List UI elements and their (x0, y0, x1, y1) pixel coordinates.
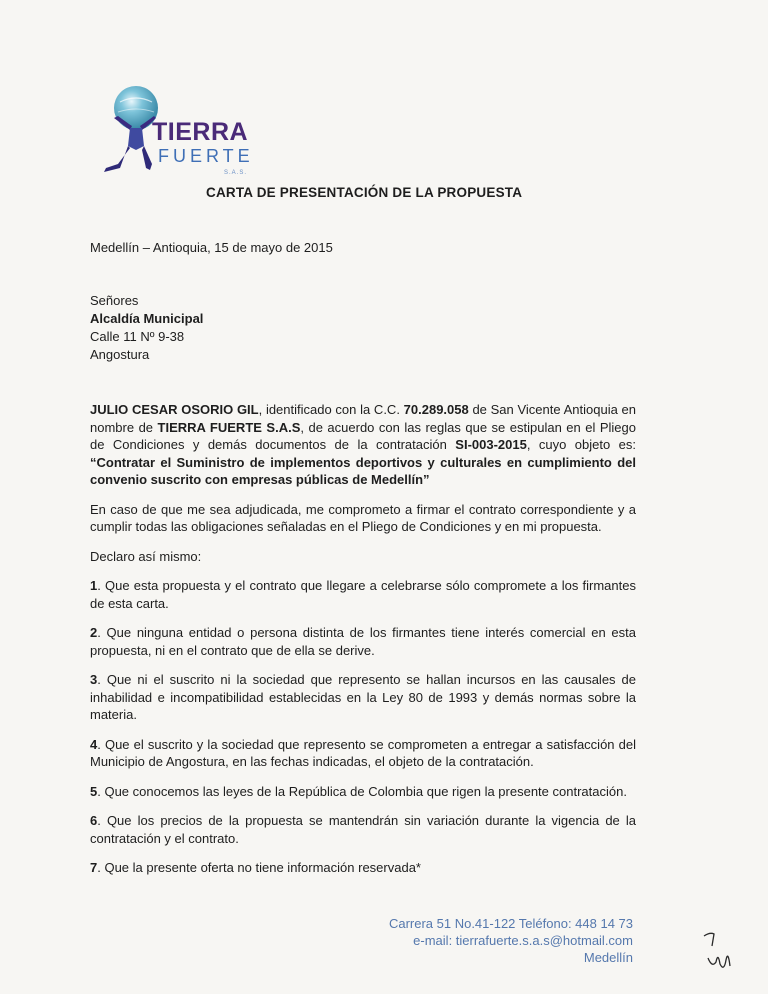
intro-text-1: , identificado con la C.C. (258, 402, 404, 417)
item-number: 7 (90, 860, 98, 875)
footer-city: Medellín (583, 950, 633, 965)
id-number: 70.289.058 (403, 402, 469, 417)
logo-suffix: S.A.S. (224, 170, 248, 176)
list-item (90, 812, 636, 847)
list-item (90, 783, 636, 801)
item-text: . Que el suscrito y la sociedad que represento se comprometen a entregar a satisfacción del Municipio de Angostura, en las fechas indicadas, el objeto de la contratación. (90, 736, 636, 769)
item-text: . Que los precios de la propuesta se mantendrán sin variación durante la vigencia de la contratación y el contrato. (90, 813, 636, 846)
item-text: . Que la presente oferta no tiene información reservada* (97, 860, 421, 875)
intro-text-4: , cuyo objeto es: (526, 437, 637, 452)
item-number: 2 (90, 625, 98, 640)
footer-contact (389, 915, 633, 966)
intro-paragraph (90, 401, 636, 489)
item-text: . Que conocemos las leyes de la República de Colombia que rigen la presente contratación. (97, 783, 627, 799)
footer-address: Carrera 51 No.41-122 Teléfono: 448 14 73 (388, 916, 633, 931)
document-title: CARTA DE PRESENTACIÓN DE LA PROPUESTA (206, 185, 523, 200)
list-item (90, 859, 636, 877)
list-item (90, 624, 636, 659)
handwritten-initials-icon (700, 928, 740, 974)
place-date: Medellín – Antioquia, 15 de mayo de 2015 (90, 240, 333, 255)
recipient-city: Angostura (90, 347, 150, 362)
intro-text-3: , de acuerdo con las reglas que se estipulan en el Pliego de Condiciones y demás documentos de la contratación (90, 419, 636, 452)
intro-text-2: de San Vicente Antioquia en nombre de (90, 402, 636, 435)
logo-word-tierra: TIERRA (152, 118, 249, 146)
item-text: . Que esta propuesta y el contrato que llegare a celebrarse sólo compromete a los firmantes de esta carta. (90, 578, 636, 611)
contract-object: “Contratar el Suministro de implementos deportivos y culturales en cumplimiento del convenio suscrito con empresas públicas de Medellín” (90, 454, 636, 487)
item-number: 5 (90, 783, 98, 799)
item-number: 1 (90, 578, 98, 593)
recipient-address (90, 292, 203, 364)
item-number: 3 (90, 672, 98, 687)
item-number: 4 (90, 736, 98, 752)
logo-word-fuerte: FUERTE (158, 146, 254, 166)
list-item (90, 671, 636, 724)
item-text: . Que ni el suscrito ni la sociedad que represento se hallan incursos en las causales de inhabilidad e incompatibilidad establecidas en la Ley 80 de 1993 y demás normas sobre la materia. (90, 672, 636, 722)
list-item (90, 736, 636, 771)
process-code: SI-003-2015 (455, 437, 527, 452)
item-number: 6 (90, 813, 98, 828)
recipient-organization: Alcaldía Municipal (90, 311, 204, 326)
list-item (90, 577, 636, 612)
recipient-street: Calle 11 Nº 9-38 (90, 329, 185, 344)
letter-body (90, 401, 636, 889)
footer-email: e-mail: tierrafuerte.s.a.s@hotmail.com (413, 933, 633, 948)
salutation: Señores (90, 293, 139, 308)
item-text: . Que ninguna entidad o persona distinta de los firmantes tiene interés comercial en esta propuesta, ni en el contrato que de ella se derive. (90, 625, 636, 658)
commitment-paragraph: En caso de que me sea adjudicada, me comprometo a firmar el contrato correspondiente y a cumplir todas las obligaciones señaladas en el Pliego de Condiciones y en mi propuesta. (90, 501, 636, 534)
declaration-heading: Declaro así mismo: (90, 548, 202, 564)
company-name: TIERRA FUERTE S.A.S (157, 419, 301, 435)
signer-name: JULIO CESAR OSORIO GIL (90, 402, 259, 417)
company-logo (100, 84, 260, 196)
